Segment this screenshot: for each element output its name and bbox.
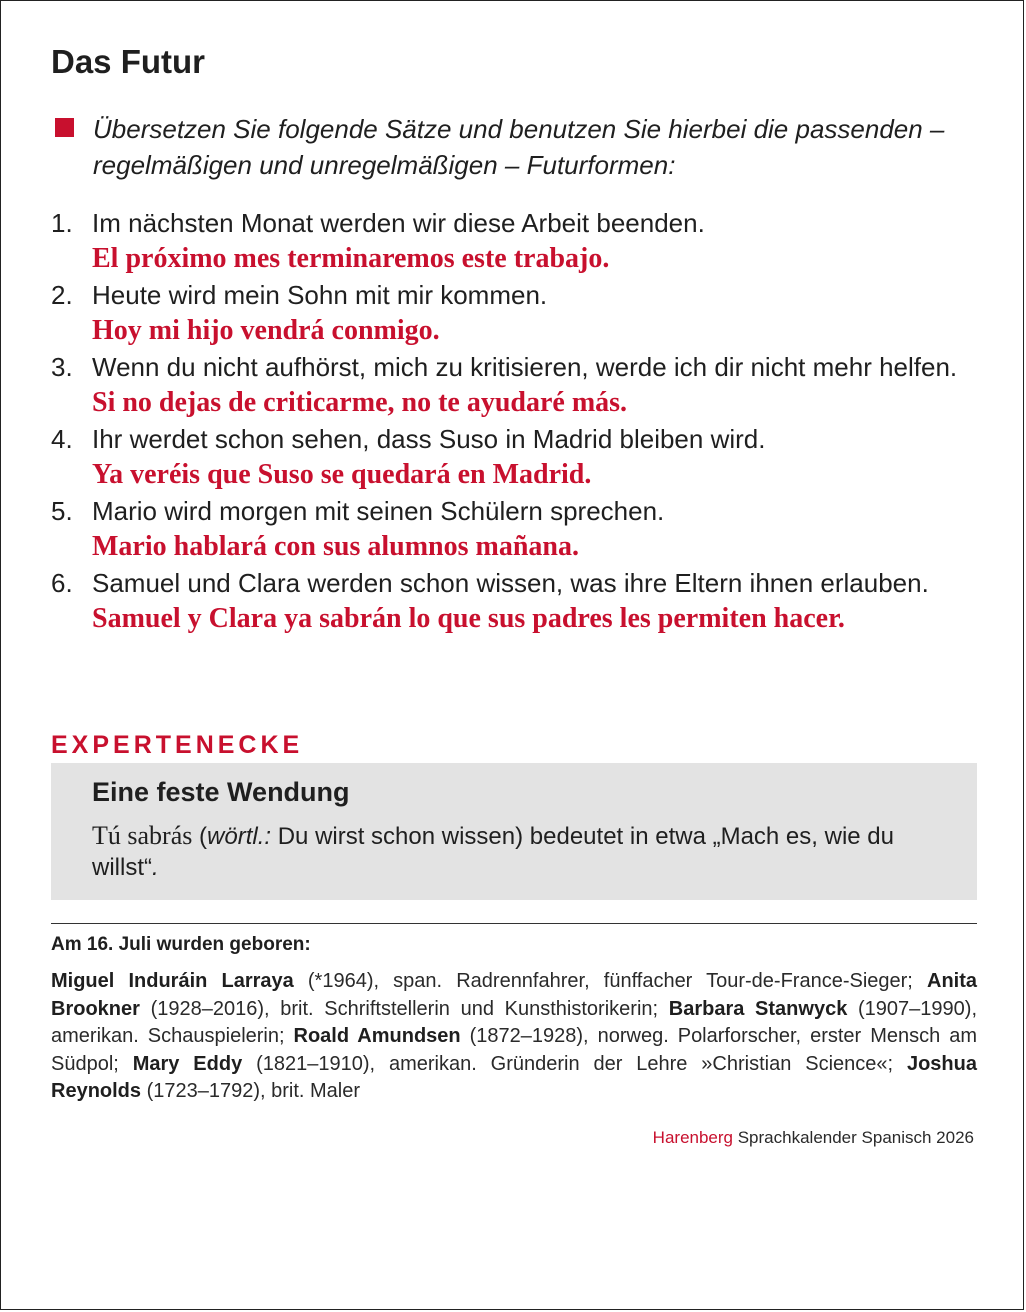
instruction xyxy=(51,111,977,183)
spanish-answer: Si no dejas de criticarme, no te ayudaré más. xyxy=(92,387,628,418)
person-info: (1872–1928), norweg. Polarforscher, erster Mensch am Südpol; xyxy=(51,1025,977,1075)
end-period: . xyxy=(152,854,159,881)
german-sentence: Heute wird mein Sohn mit mir kommen. xyxy=(92,280,548,310)
spanish-phrase: Tú sabrás xyxy=(92,821,193,850)
spanish-answer: Mario hablará con sus alumnos mañana. xyxy=(92,531,579,562)
exercise-item xyxy=(51,349,977,421)
person-name: Miguel Induráin Larraya xyxy=(51,970,294,992)
divider xyxy=(51,923,977,924)
person-info: (1907–1990), amerikan. Schauspielerin; xyxy=(51,997,978,1047)
spanish-answer: Samuel y Clara ya sabrán lo que sus padres les permiten hacer. xyxy=(92,603,845,634)
person-name: Roald Amundsen xyxy=(293,1025,461,1047)
person-name: Anita Brookner xyxy=(51,970,977,1020)
exercise-item xyxy=(51,493,977,565)
expert-corner-box xyxy=(51,763,977,900)
open-paren: ( xyxy=(192,823,208,850)
person-info: (1821–1910), amerikan. Gründerin der Lehre »Christian Science«; xyxy=(242,1052,907,1075)
expert-box-title: Eine feste Wendung xyxy=(92,777,350,807)
literal-label: wörtl.: xyxy=(207,823,272,850)
spanish-answer: El próximo mes terminaremos este trabajo. xyxy=(92,243,610,274)
person-name: Joshua Reynolds xyxy=(51,1052,977,1102)
item-number: 1. xyxy=(51,208,73,238)
item-number: 2. xyxy=(51,280,73,310)
exercise-item xyxy=(51,205,977,277)
expert-corner-heading: EXPERTENECKE xyxy=(51,731,304,759)
page-title: Das Futur xyxy=(51,43,206,80)
german-sentence: Ihr werdet schon sehen, dass Suso in Madrid bleiben wird. xyxy=(92,424,766,454)
footer xyxy=(653,1128,974,1148)
person-info: (*1964), span. Radrennfahrer, fünffacher Tour-de-France-Sieger; xyxy=(293,970,927,992)
spanish-answer: Ya veréis que Suso se quedará en Madrid. xyxy=(92,459,592,490)
person-info: (1723–1792), brit. Maler xyxy=(141,1080,361,1102)
spanish-answer: Hoy mi hijo vendrá conmigo. xyxy=(92,315,440,346)
person-name: Barbara Stanwyck xyxy=(668,997,848,1020)
exercise-item xyxy=(51,565,977,637)
birthdays-text xyxy=(51,968,977,1106)
item-number: 5. xyxy=(51,496,73,526)
item-number: 3. xyxy=(51,352,73,382)
exercise-item xyxy=(51,421,977,493)
exercise-item xyxy=(51,277,977,349)
german-sentence: Im nächsten Monat werden wir diese Arbeit beenden. xyxy=(92,208,705,238)
german-sentence: Mario wird morgen mit seinen Schülern sprechen. xyxy=(92,496,665,526)
exercise-list xyxy=(51,205,977,637)
person-info: (1928–2016), brit. Schriftstellerin und Kunsthistorikerin; xyxy=(139,997,669,1020)
instruction-text: Übersetzen Sie folgende Sätze und benutzen Sie hierbei die passenden – regelmäßigen und unregelmäßigen – Futurformen: xyxy=(93,114,945,180)
red-square-icon xyxy=(55,118,74,137)
german-sentence: Wenn du nicht aufhörst, mich zu kritisieren, werde ich dir nicht mehr helfen. xyxy=(92,352,958,382)
german-sentence: Samuel und Clara werden schon wissen, was ihre Eltern ihnen erlauben. xyxy=(92,568,929,598)
person-name: Mary Eddy xyxy=(132,1052,243,1075)
item-number: 6. xyxy=(51,568,73,598)
expert-box-text xyxy=(92,820,962,883)
footer-rest: Sprachkalender Spanisch 2026 xyxy=(733,1128,974,1147)
explanation: Du wirst schon wissen) bedeutet in etwa „Mach es, wie du willst“ xyxy=(92,823,894,881)
brand-name: Harenberg xyxy=(652,1128,733,1147)
item-number: 4. xyxy=(51,424,73,454)
birthdays-heading: Am 16. Juli wurden geboren: xyxy=(51,934,311,955)
